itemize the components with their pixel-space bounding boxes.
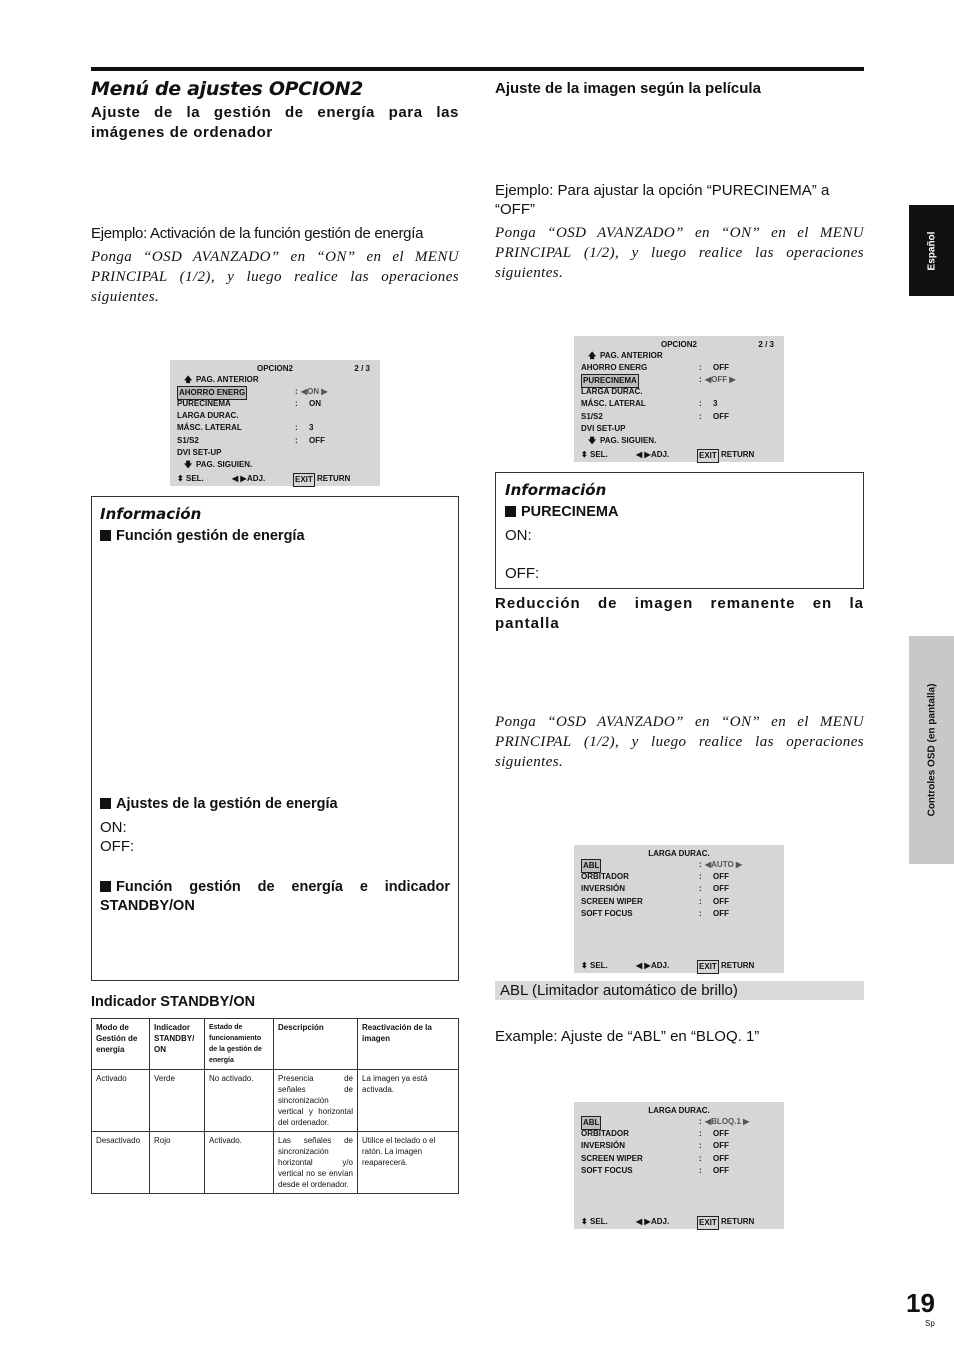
osd-exit: EXIT — [293, 473, 315, 487]
language-tab-label: Español — [926, 231, 937, 270]
column-header: Descripción — [274, 1019, 358, 1070]
osd-colon: : — [699, 412, 702, 421]
updown-icon: ⬍ — [177, 474, 184, 483]
osd-exit: EXIT — [697, 449, 719, 463]
page-title: Menú de ajustes OPCION2 — [91, 78, 364, 100]
osd-colon: : — [699, 872, 702, 881]
instruction-text: Ponga “OSD AVANZADO” en “ON” en el MENU PRINCIPAL (1/2), y luego realice las operaciones siguientes. — [495, 714, 864, 770]
updown-icon: ⬍ — [581, 1217, 588, 1226]
top-rule — [91, 67, 864, 71]
table-cell: La imagen ya está activada. — [358, 1070, 459, 1132]
osd-row-label: ORBITADOR — [581, 1129, 629, 1138]
osd-row — [581, 374, 777, 386]
osd-row — [177, 422, 373, 434]
osd-row — [581, 908, 777, 920]
table-header-row — [92, 1019, 459, 1070]
leftright-icon: ◀ ▶ — [232, 474, 247, 483]
instruction-text: Ponga “OSD AVANZADO” en “ON” en el MENU PRINCIPAL (1/2), y luego realice las operaciones siguientes. — [495, 225, 864, 281]
updown-icon: ⬍ — [581, 961, 588, 970]
osd-row — [581, 398, 777, 410]
table-row — [92, 1070, 459, 1132]
osd-row-label: SCREEN WIPER — [581, 897, 643, 906]
osd-row-label: SCREEN WIPER — [581, 1154, 643, 1163]
osd-row-value: ON — [309, 399, 321, 408]
osd-prev-label: PAG. ANTERIOR — [196, 375, 259, 384]
osd-row-label: ORBITADOR — [581, 872, 629, 881]
osd-sel: SEL. — [590, 450, 608, 459]
osd-row-label: AHORRO ENERG — [581, 363, 648, 372]
osd-row — [581, 871, 777, 883]
osd-page: 2 / 3 — [758, 340, 774, 349]
osd-colon: : — [699, 1166, 702, 1175]
osd-adj: ADJ. — [247, 474, 266, 483]
osd-row — [177, 447, 373, 459]
osd-next-row — [588, 435, 784, 447]
osd-row — [177, 386, 373, 398]
osd-row-value: OFF — [713, 1154, 729, 1163]
osd-row-value: 3 — [713, 399, 718, 408]
osd-row-value: OFF — [309, 436, 325, 445]
table-cell: No activado. — [205, 1070, 274, 1132]
osd-row — [581, 1140, 777, 1152]
info-item-purecinema — [505, 504, 618, 520]
osd-prev-row — [588, 350, 784, 362]
osd-row — [581, 386, 777, 398]
osd-row-value: OFF — [713, 909, 729, 918]
osd-colon: : — [295, 387, 298, 396]
osd-row-label: AHORRO ENERG — [177, 386, 247, 400]
info-on: ON: — [505, 527, 532, 544]
osd-colon: : — [699, 1141, 702, 1150]
osd-colon: : — [295, 423, 298, 432]
osd-next-label: PAG. SIGUIEN. — [600, 436, 657, 445]
osd-colon: : — [699, 1117, 702, 1126]
leftright-icon: ◀ ▶ — [636, 961, 651, 970]
example-text: Ejemplo: Para ajustar la opción “PURECINEMA” a “OFF” — [495, 182, 830, 218]
page-number: 19 — [906, 1288, 935, 1318]
section-heading-film: Ajuste de la imagen según la película — [495, 80, 761, 97]
osd-prev-row — [184, 374, 380, 386]
osd-row-label: MÁSC. LATERAL — [177, 423, 242, 432]
osd-menu-larga-durac-auto — [574, 845, 784, 973]
table-cell: Desactivado — [92, 1132, 150, 1194]
table-cell: Rojo — [150, 1132, 205, 1194]
osd-menu-opcion2-purecinema — [574, 336, 784, 462]
osd-row-label: DVI SET-UP — [177, 448, 222, 457]
osd-row — [581, 1153, 777, 1165]
osd-next-label: PAG. SIGUIEN. — [196, 460, 253, 469]
info-item-standby — [100, 878, 450, 916]
osd-row-value: OFF — [713, 412, 729, 421]
osd-colon: : — [699, 909, 702, 918]
column-header: Modo de Gestión de energía — [92, 1019, 150, 1070]
section-heading-burnin: Reducción de imagen remanente en la pantalla — [495, 595, 864, 632]
osd-row-label: INVERSIÓN — [581, 884, 626, 893]
osd-row — [581, 1165, 777, 1177]
osd-row-label: MÁSC. LATERAL — [581, 399, 646, 408]
square-bullet-icon — [100, 881, 111, 892]
table-row — [92, 1132, 459, 1194]
osd-row — [581, 423, 777, 435]
osd-page: 2 / 3 — [354, 364, 370, 373]
standby-table — [91, 1018, 459, 1194]
osd-menu-larga-durac-bloq — [574, 1102, 784, 1229]
column-header: Reactivación de la imagen — [358, 1019, 459, 1070]
abl-example: Example: Ajuste de “ABL” en “BLOQ. 1” — [495, 1028, 760, 1045]
osd-row-value: OFF — [713, 1141, 729, 1150]
standby-heading: Indicador STANDBY/ON — [91, 994, 256, 1010]
osd-footer — [177, 473, 373, 483]
info-item-label: Ajustes de la gestión de energía — [116, 796, 338, 812]
osd-prev-label: PAG. ANTERIOR — [600, 351, 663, 360]
instruction-text: Ponga “OSD AVANZADO” en “ON” en el MENU PRINCIPAL (1/2), y luego realice las operaciones siguientes. — [91, 249, 459, 305]
info-off: OFF: — [100, 838, 135, 855]
example-text: Ejemplo: Activación de la función gestión de energía — [91, 225, 424, 242]
osd-menu-opcion2-on — [170, 360, 380, 486]
down-arrow-icon: 🡇 — [588, 436, 597, 445]
osd-row-label: S1/S2 — [177, 436, 199, 445]
down-arrow-icon: 🡇 — [184, 460, 193, 469]
table-cell: Activado — [92, 1070, 150, 1132]
osd-row-label: ABL — [581, 859, 601, 873]
column-header: Indicador STANDBY/ ON — [150, 1019, 205, 1070]
osd-row-label: DVI SET-UP — [581, 424, 626, 433]
osd-row-value: ◀AUTO ▶ — [705, 860, 743, 869]
osd-colon: : — [699, 375, 702, 384]
abl-band: ABL (Limitador automático de brillo) — [495, 981, 864, 1000]
square-bullet-icon — [100, 530, 111, 541]
osd-row-label: S1/S2 — [581, 412, 603, 421]
osd-exit: EXIT — [697, 1216, 719, 1230]
osd-row-label: ABL — [581, 1116, 601, 1130]
osd-colon: : — [699, 884, 702, 893]
osd-row — [581, 1128, 777, 1140]
osd-footer — [581, 960, 777, 970]
osd-row-value: OFF — [713, 1166, 729, 1175]
osd-row-label: SOFT FOCUS — [581, 909, 633, 918]
osd-title: LARGA DURAC. — [648, 849, 710, 858]
osd-row-value: ◀ON ▶ — [301, 387, 328, 396]
osd-row-value: OFF — [713, 897, 729, 906]
osd-footer — [581, 449, 777, 459]
info-heading: Información — [100, 505, 202, 523]
osd-colon: : — [699, 1129, 702, 1138]
section-tab — [909, 636, 954, 864]
osd-row — [581, 883, 777, 895]
osd-title: OPCION2 — [256, 364, 293, 373]
osd-adj: ADJ. — [651, 1217, 670, 1226]
osd-row-value: 3 — [309, 423, 314, 432]
osd-footer — [581, 1216, 777, 1226]
info-item-label: PURECINEMA — [521, 504, 619, 520]
osd-colon: : — [699, 399, 702, 408]
osd-row-label: PURECINEMA — [177, 399, 231, 408]
info-box-purecinema — [495, 472, 864, 589]
osd-title: OPCION2 — [660, 340, 697, 349]
info-box-power — [91, 496, 459, 981]
column-header: Estado de funcionamiento de la gestión de energía — [205, 1019, 274, 1070]
osd-row-label: SOFT FOCUS — [581, 1166, 633, 1175]
leftright-icon: ◀ ▶ — [636, 450, 651, 459]
up-arrow-icon: 🡅 — [588, 351, 597, 360]
info-on: ON: — [100, 819, 127, 836]
osd-row — [581, 362, 777, 374]
info-item-power-settings — [100, 796, 338, 812]
section-heading-power: Ajuste de la gestión de energía para las imágenes de ordenador — [91, 104, 459, 141]
osd-row — [177, 410, 373, 422]
osd-row-value: OFF — [713, 363, 729, 372]
osd-next-row — [184, 459, 380, 471]
osd-row-label: INVERSIÓN — [581, 1141, 626, 1150]
section-tab-label: Controles OSD (en pantalla) — [926, 683, 937, 817]
osd-sel: SEL. — [186, 474, 204, 483]
osd-return: RETURN — [721, 450, 755, 459]
osd-return: RETURN — [317, 474, 351, 483]
osd-row-value: OFF — [713, 872, 729, 881]
osd-row-value: OFF — [713, 1129, 729, 1138]
osd-return: RETURN — [721, 961, 755, 970]
osd-colon: : — [699, 1154, 702, 1163]
info-item-power-function — [100, 528, 305, 544]
osd-row — [177, 435, 373, 447]
osd-row-label: LARGA DURAC. — [177, 411, 239, 420]
osd-row-label: PURECINEMA — [581, 374, 639, 388]
osd-row — [581, 411, 777, 423]
up-arrow-icon: 🡅 — [184, 375, 193, 384]
page-language-code: Sp — [925, 1319, 935, 1328]
updown-icon: ⬍ — [581, 450, 588, 459]
osd-colon: : — [699, 363, 702, 372]
osd-row-label: LARGA DURAC. — [581, 387, 643, 396]
osd-adj: ADJ. — [651, 961, 670, 970]
table-cell: Las señales de sincronización horizontal y/o vertical no se envían desde el ordenador. — [274, 1132, 358, 1194]
osd-return: RETURN — [721, 1217, 755, 1226]
osd-colon: : — [699, 897, 702, 906]
info-item-label: Función gestión de energía — [116, 528, 305, 544]
table-cell: Verde — [150, 1070, 205, 1132]
osd-row-value: ◀OFF ▶ — [705, 375, 736, 384]
table-cell: Presencia de señales de sincronización vertical y horizontal del ordenador. — [274, 1070, 358, 1132]
osd-colon: : — [295, 436, 298, 445]
table-cell: Activado. — [205, 1132, 274, 1194]
info-heading: Información — [505, 481, 607, 499]
square-bullet-icon — [505, 506, 516, 517]
square-bullet-icon — [100, 798, 111, 809]
osd-colon: : — [295, 399, 298, 408]
info-item-label: Función gestión de energía e indicador STANDBY/ON — [100, 879, 450, 914]
osd-sel: SEL. — [590, 961, 608, 970]
osd-row — [177, 398, 373, 410]
table-cell: Utilice el teclado o el ratón. La imagen reaparecerá. — [358, 1132, 459, 1194]
osd-sel: SEL. — [590, 1217, 608, 1226]
osd-row-value: OFF — [713, 884, 729, 893]
info-off: OFF: — [505, 565, 540, 582]
osd-row — [581, 896, 777, 908]
osd-exit: EXIT — [697, 960, 719, 974]
osd-adj: ADJ. — [651, 450, 670, 459]
osd-row — [581, 859, 777, 871]
language-tab — [909, 205, 954, 296]
leftright-icon: ◀ ▶ — [636, 1217, 651, 1226]
osd-colon: : — [699, 860, 702, 869]
osd-row — [581, 1116, 777, 1128]
osd-title: LARGA DURAC. — [648, 1106, 710, 1115]
osd-row-value: ◀BLOQ.1 ▶ — [705, 1117, 750, 1126]
